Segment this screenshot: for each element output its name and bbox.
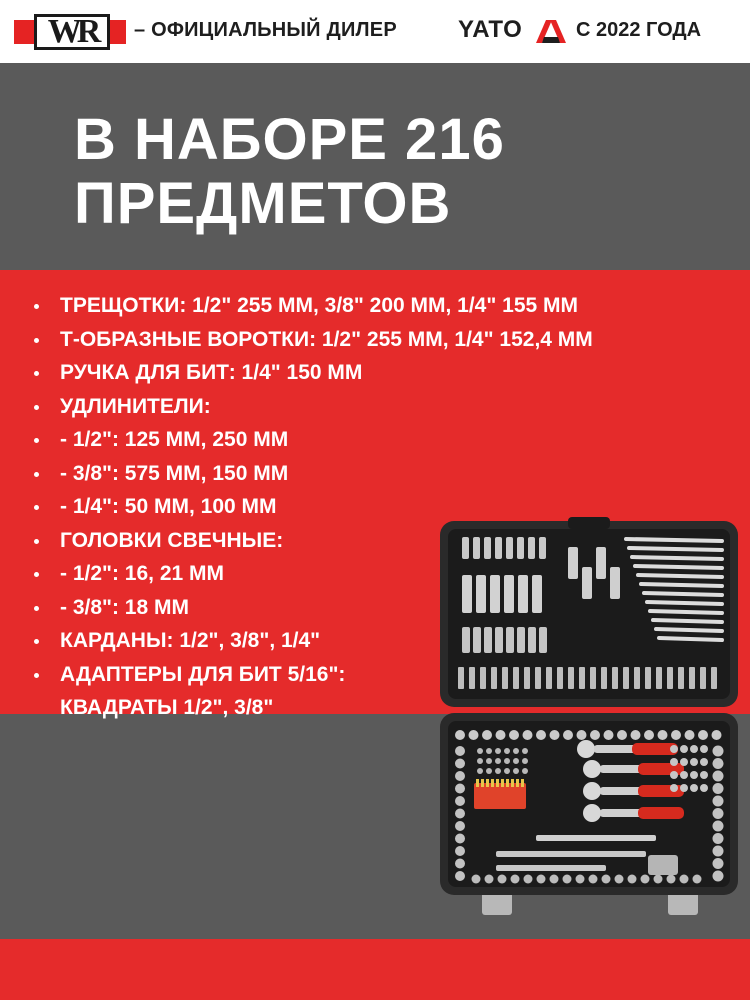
small-socket	[513, 748, 519, 754]
socket-top-view	[713, 808, 724, 819]
small-socket	[486, 748, 492, 754]
socket-top-view	[628, 875, 637, 884]
bottom-red-band	[0, 939, 750, 1000]
socket	[462, 537, 469, 559]
deep-socket	[504, 575, 514, 613]
wrench	[659, 638, 722, 640]
socket-top-view	[482, 730, 492, 740]
bit-socket	[656, 667, 662, 689]
socket	[473, 627, 481, 653]
socket-top-view	[455, 834, 465, 844]
socket-top-view	[455, 821, 465, 831]
socket-top-view	[713, 771, 724, 782]
socket-top-view	[455, 771, 465, 781]
socket-top-view	[680, 745, 688, 753]
title-line-2: ПРЕДМЕТОВ	[74, 171, 452, 236]
spec-item: Т-ОБРАЗНЫЕ ВОРОТКИ: 1/2" 255 ММ, 1/4" 152,4 ММ	[28, 323, 743, 357]
socket-top-view	[536, 730, 546, 740]
socket-top-view	[700, 784, 708, 792]
bit	[481, 779, 484, 787]
wrench	[647, 602, 722, 604]
bit-socket	[502, 667, 508, 689]
socket-top-view	[631, 730, 641, 740]
socket-top-view	[713, 858, 724, 869]
adapter	[648, 855, 678, 875]
wrench	[632, 557, 722, 559]
small-socket	[504, 748, 510, 754]
bit-socket	[557, 667, 563, 689]
wrench	[653, 620, 722, 622]
socket-top-view	[713, 783, 724, 794]
socket-top-view	[485, 875, 494, 884]
bit-socket	[480, 667, 486, 689]
socket-top-view	[641, 875, 650, 884]
socket-top-view	[713, 758, 724, 769]
spec-item: КВАДРАТЫ 1/2", 3/8"	[60, 696, 274, 719]
bit-socket	[579, 667, 585, 689]
tool-set-case-image	[436, 517, 742, 919]
socket-top-view	[713, 871, 724, 882]
socket-top-view	[670, 771, 678, 779]
bit	[486, 779, 489, 787]
socket-top-view	[658, 730, 668, 740]
socket-top-view	[644, 730, 654, 740]
extension	[596, 547, 606, 579]
bit	[476, 779, 479, 787]
socket-top-view	[667, 875, 676, 884]
socket-top-view	[498, 875, 507, 884]
socket-top-view	[455, 796, 465, 806]
socket-top-view	[680, 758, 688, 766]
socket-top-view	[712, 730, 722, 740]
small-socket	[495, 758, 501, 764]
yato-logo-icon	[534, 17, 568, 45]
ratchet-head	[583, 760, 601, 778]
spec-item: РУЧКА ДЛЯ БИТ: 1/4" 150 ММ	[28, 356, 743, 390]
socket-top-view	[469, 730, 479, 740]
bit-socket	[469, 667, 475, 689]
socket-top-view	[576, 875, 585, 884]
small-socket	[477, 758, 483, 764]
deep-socket	[532, 575, 542, 613]
socket-top-view	[455, 846, 465, 856]
socket-top-view	[713, 821, 724, 832]
spec-item: - 3/8": 18 ММ	[28, 591, 743, 625]
socket-top-view	[690, 784, 698, 792]
brand-name: YATO	[458, 16, 523, 43]
extension	[582, 567, 592, 599]
socket-top-view	[537, 875, 546, 884]
bit-socket	[689, 667, 695, 689]
deep-socket	[490, 575, 500, 613]
spec-item: - 1/4": 50 ММ, 100 ММ	[28, 490, 743, 524]
case-handle	[568, 517, 610, 529]
small-socket	[522, 758, 528, 764]
socket	[462, 627, 470, 653]
socket	[517, 627, 525, 653]
bit	[511, 779, 514, 787]
small-socket	[495, 768, 501, 774]
bit	[516, 779, 519, 787]
small-socket	[522, 748, 528, 754]
bit-socket	[568, 667, 574, 689]
socket-top-view	[511, 875, 520, 884]
socket-top-view	[590, 730, 600, 740]
socket	[473, 537, 480, 559]
since-year-text: С 2022 ГОДА	[576, 19, 702, 41]
page-title	[74, 108, 505, 236]
small-socket	[504, 758, 510, 764]
bit-socket	[711, 667, 717, 689]
bit-socket	[513, 667, 519, 689]
bit-socket	[612, 667, 618, 689]
socket-top-view	[577, 730, 587, 740]
socket-top-view	[690, 758, 698, 766]
wrench	[638, 575, 722, 577]
wrench	[641, 584, 722, 586]
ratchet-head	[577, 740, 595, 758]
small-socket	[513, 758, 519, 764]
socket-top-view	[693, 875, 702, 884]
spec-item: КАРДАНЫ: 1/2", 3/8", 1/4"	[28, 624, 743, 658]
socket-top-view	[455, 746, 465, 756]
bit-socket	[678, 667, 684, 689]
small-socket	[477, 748, 483, 754]
small-socket	[504, 768, 510, 774]
socket-top-view	[617, 730, 627, 740]
small-socket	[513, 768, 519, 774]
bit	[496, 779, 499, 787]
title-line-1: В НАБОРЕ 216	[74, 107, 505, 172]
socket	[539, 627, 547, 653]
extension-bar	[496, 865, 606, 871]
ratchet-head	[583, 804, 601, 822]
bit	[521, 779, 524, 787]
bit-socket	[590, 667, 596, 689]
socket-top-view	[700, 745, 708, 753]
extension	[610, 567, 620, 599]
socket-top-view	[550, 730, 560, 740]
bit	[501, 779, 504, 787]
socket-top-view	[550, 875, 559, 884]
bit	[506, 779, 509, 787]
socket-top-view	[670, 745, 678, 753]
socket-top-view	[523, 730, 533, 740]
bit-socket	[491, 667, 497, 689]
bit-socket	[546, 667, 552, 689]
socket	[506, 537, 513, 559]
socket	[528, 537, 535, 559]
bit-socket	[634, 667, 640, 689]
ratchet-head	[583, 782, 601, 800]
dealer-text: – ОФИЦИАЛЬНЫЙ ДИЛЕР	[134, 19, 397, 41]
socket-top-view	[700, 758, 708, 766]
small-socket	[477, 768, 483, 774]
ratchet-handle	[638, 807, 684, 819]
socket-top-view	[589, 875, 598, 884]
logo-letters: WR	[34, 14, 110, 50]
bit	[491, 779, 494, 787]
deep-socket	[518, 575, 528, 613]
socket-top-view	[713, 846, 724, 857]
socket-top-view	[680, 875, 689, 884]
small-socket	[486, 758, 492, 764]
bit-socket	[645, 667, 651, 689]
socket-top-view	[670, 784, 678, 792]
socket	[484, 627, 492, 653]
wrench	[656, 629, 722, 631]
socket-top-view	[680, 784, 688, 792]
spec-item: УДЛИНИТЕЛИ:	[28, 390, 743, 424]
socket	[495, 627, 503, 653]
socket-top-view	[455, 759, 465, 769]
socket	[484, 537, 491, 559]
socket-top-view	[455, 871, 465, 881]
socket-top-view	[700, 771, 708, 779]
deep-socket	[476, 575, 486, 613]
bit-socket	[667, 667, 673, 689]
socket-top-view	[671, 730, 681, 740]
t-bar	[536, 835, 656, 841]
top-banner	[0, 0, 750, 63]
small-socket	[522, 768, 528, 774]
socket-top-view	[455, 784, 465, 794]
socket-top-view	[698, 730, 708, 740]
bit-socket	[535, 667, 541, 689]
socket-top-view	[604, 730, 614, 740]
wr-logo	[14, 14, 130, 50]
socket-top-view	[713, 796, 724, 807]
wrench	[635, 566, 722, 568]
socket-top-view	[713, 746, 724, 757]
socket-top-view	[563, 730, 573, 740]
socket-top-view	[563, 875, 572, 884]
deep-socket	[462, 575, 472, 613]
socket	[517, 537, 524, 559]
socket-top-view	[690, 745, 698, 753]
bit-socket	[601, 667, 607, 689]
wrench	[644, 593, 722, 595]
socket-top-view	[455, 859, 465, 869]
socket-top-view	[685, 730, 695, 740]
socket	[539, 537, 546, 559]
socket-top-view	[524, 875, 533, 884]
socket-top-view	[472, 875, 481, 884]
bit-socket	[623, 667, 629, 689]
wrench	[629, 548, 722, 550]
socket	[506, 627, 514, 653]
socket-top-view	[713, 833, 724, 844]
bit-socket	[524, 667, 530, 689]
socket-top-view	[496, 730, 506, 740]
extension	[568, 547, 578, 579]
socket-top-view	[615, 875, 624, 884]
socket-top-view	[690, 771, 698, 779]
socket-top-view	[455, 809, 465, 819]
socket-top-view	[455, 730, 465, 740]
wrench	[650, 611, 722, 613]
extension-bar	[496, 851, 646, 857]
socket-top-view	[509, 730, 519, 740]
socket-top-view	[680, 771, 688, 779]
socket-top-view	[654, 875, 663, 884]
spec-item: АДАПТЕРЫ ДЛЯ БИТ 5/16":	[28, 658, 743, 692]
small-socket	[486, 768, 492, 774]
spec-item: - 1/2": 16, 21 ММ	[28, 557, 743, 591]
socket-top-view	[602, 875, 611, 884]
wrench	[626, 539, 722, 541]
small-socket	[495, 748, 501, 754]
spec-item: - 1/2": 125 ММ, 250 ММ	[28, 423, 743, 457]
socket	[495, 537, 502, 559]
socket	[528, 627, 536, 653]
bit-socket	[700, 667, 706, 689]
spec-item: - 3/8": 575 ММ, 150 ММ	[28, 457, 743, 491]
bit-socket	[458, 667, 464, 689]
spec-item: ТРЕЩОТКИ: 1/2" 255 ММ, 3/8" 200 ММ, 1/4" 155 ММ	[28, 289, 743, 323]
spec-item: ГОЛОВКИ СВЕЧНЫЕ:	[28, 524, 743, 558]
socket-top-view	[670, 758, 678, 766]
